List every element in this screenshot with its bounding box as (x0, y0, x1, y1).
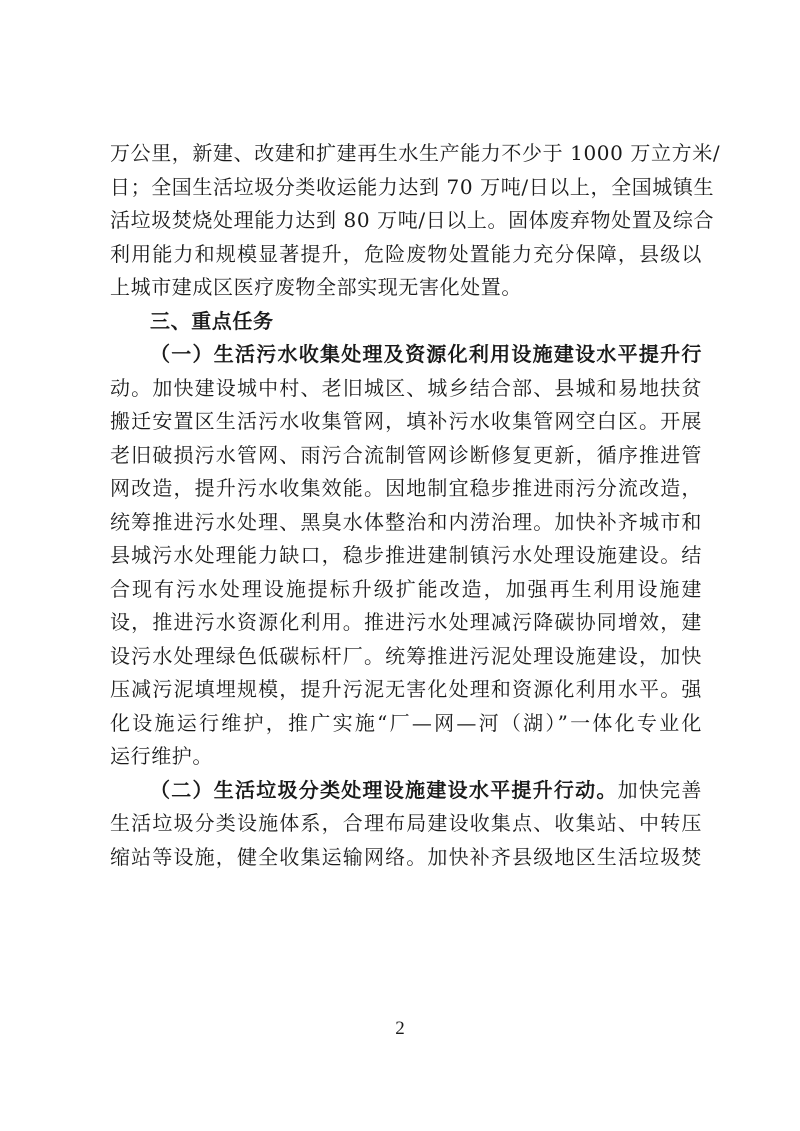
paragraph-2 (110, 338, 702, 774)
paragraph-line: 网改造，提升污水收集效能。因地制宜稳步推进雨污分流改造， (110, 476, 702, 500)
paragraph-line-rest: 加快完善 (617, 777, 702, 802)
paragraph-bold-lead: （二）生活垃圾分类处理设施建设水平提升行动。 (150, 777, 618, 802)
paragraph-line: 县城污水处理能力缺口，稳步推进建制镇污水处理设施建设。结 (110, 543, 702, 567)
paragraph-line: 日；全国生活垃圾分类收运能力达到 70 万吨/日以上，全国城镇生 (110, 174, 715, 199)
paragraph-3 (110, 774, 702, 875)
paragraph-line: 合现有污水处理设施提标升级扩能改造，加强再生利用设施建 (110, 576, 702, 601)
paragraph-line: 压减污泥填埋规模，提升污泥无害化处理和资源化利用水平。强 (110, 677, 702, 701)
paragraph-line: 统筹推进污水处理、黑臭水体整治和内涝治理。加快补齐城市和 (110, 509, 702, 534)
paragraph-line: 搬迁安置区生活污水收集管网，填补污水收集管网空白区。开展 (110, 409, 702, 433)
paragraph-line: 设污水处理绿色低碳标杆厂。统筹推进污泥处理设施建设，加快 (110, 643, 702, 668)
section-heading: 三、重点任务 (150, 308, 274, 333)
paragraph-line: 缩站等设施，健全收集运输网络。加快补齐县级地区生活垃圾焚 (110, 844, 702, 869)
page-number: 2 (395, 1018, 405, 1039)
paragraph-line: 设，推进污水资源化利用。推进污水处理减污降碳协同增效，建 (110, 610, 702, 634)
paragraph-line: 利用能力和规模显著提升，危险废物处置能力充分保障，县级以 (110, 241, 702, 266)
paragraph-line: 活垃圾焚烧处理能力达到 80 万吨/日以上。固体废弃物处置及综合 (110, 208, 715, 232)
paragraph-line: 上城市建成区医疗废物全部实现无害化处置。 (110, 275, 522, 299)
paragraph-line: 动。加快建设城中村、老旧城区、城乡结合部、县城和易地扶贫 (110, 375, 702, 400)
paragraph-line: 万公里，新建、改建和扩建再生水生产能力不少于 1000 万立方米/ (110, 141, 721, 165)
paragraph-bold-lead: （一）生活污水收集处理及资源化利用设施建设水平提升行 (150, 342, 702, 366)
paragraph-line: 运行维护。 (110, 744, 213, 768)
document-body (110, 137, 721, 874)
paragraph-line: 老旧破损污水管网、雨污合流制管网诊断修复更新，循序推进管 (110, 442, 702, 467)
paragraph-line: 化设施运行维护，推广实施“厂—网—河（湖）”一体化专业化 (110, 710, 702, 735)
paragraph-first-line (110, 774, 702, 808)
paragraph-line: 生活垃圾分类设施体系，合理布局建设收集点、收集站、中转压 (110, 811, 702, 835)
paragraph-1 (110, 137, 721, 305)
